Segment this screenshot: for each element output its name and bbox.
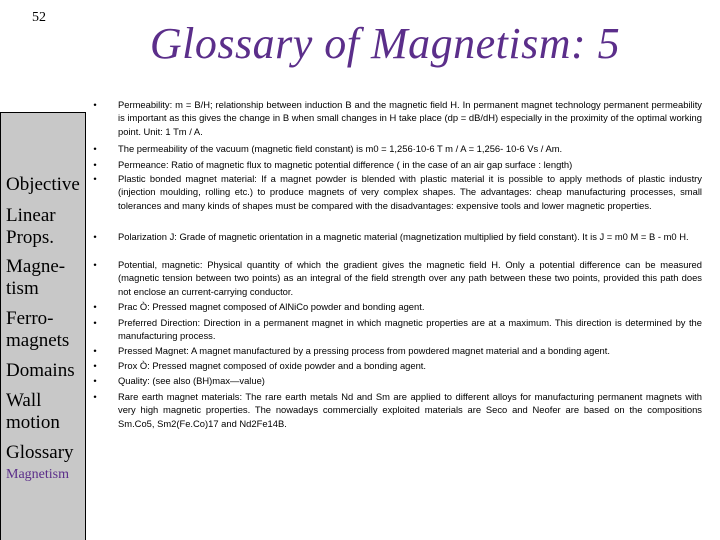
bullet-icon: • xyxy=(93,317,97,328)
sidebar-item-magnetism[interactable]: Magne- tism xyxy=(6,256,66,299)
page-number: 52 xyxy=(32,10,46,25)
sidebar-item-domains[interactable]: Domains xyxy=(6,360,75,381)
page-title: Glossary of Magnetism: 5 xyxy=(149,19,621,68)
bullet-icon: • xyxy=(93,360,97,371)
bullet-icon: • xyxy=(93,259,97,270)
bullet-icon: • xyxy=(93,391,97,402)
sidebar-item-objective[interactable]: Objective xyxy=(6,174,80,195)
bullet-icon: • xyxy=(93,143,97,154)
sidebar-item-wall-motion[interactable]: Wall motion xyxy=(6,390,60,433)
bullet-icon: • xyxy=(93,173,97,184)
sidebar-item-glossary[interactable]: Glossary xyxy=(6,442,74,463)
sidebar-subitem-magnetism[interactable]: Magnetism xyxy=(6,467,69,482)
bullet-icon: • xyxy=(93,159,97,170)
sidebar-item-ferromagnets[interactable]: Ferro- magnets xyxy=(6,308,70,351)
bullet-icon: • xyxy=(93,301,97,312)
bullet-icon: • xyxy=(93,345,97,356)
bullet-icon: • xyxy=(93,375,97,386)
bullet-icon: • xyxy=(93,99,97,110)
bullet-icon: • xyxy=(93,231,97,242)
sidebar-item-linear-props[interactable]: Linear Props. xyxy=(6,205,56,248)
sidebar-divider xyxy=(0,112,86,113)
